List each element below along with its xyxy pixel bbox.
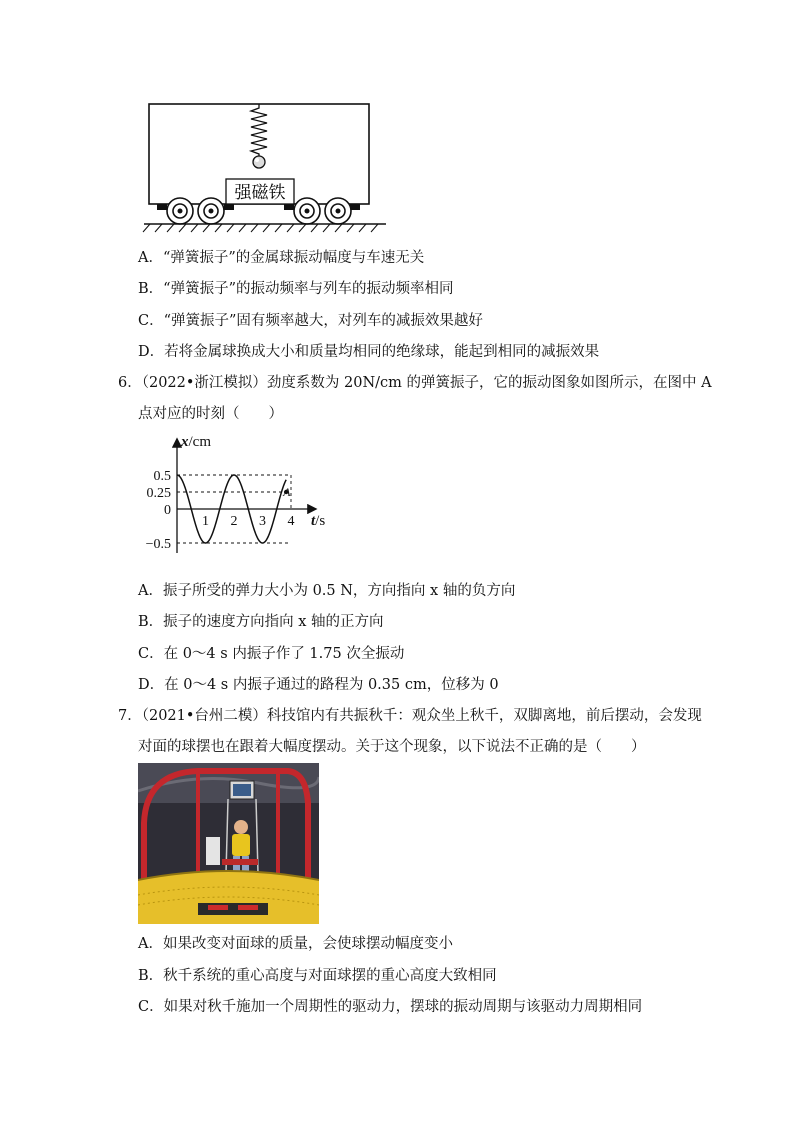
x-axis-label: t/s xyxy=(311,513,326,529)
x-tick-label-0: 1 xyxy=(202,514,209,529)
y-tick-label-1: 0.25 xyxy=(146,486,171,501)
q5-option-c: C．“弹簧振子”固有频率越大，对列车的减振效果越好 xyxy=(138,313,483,329)
x-tick-label-1: 2 xyxy=(230,514,238,529)
q6-stem-line1: 6．（2022•浙江模拟）劲度系数为 20N/cm 的弹簧振子，它的振动图象如图所示，在图中 A xyxy=(118,375,712,391)
q7-stem-line2: 对面的球摆也在跟着大幅度摆动。关于这个现象，以下说法不正确的是（ ） xyxy=(138,739,646,755)
x-tick-label-2: 3 xyxy=(259,514,266,529)
q6-option-b: B．振子的速度方向指向 x 轴的正方向 xyxy=(138,614,384,630)
resonance-swing-photo xyxy=(138,763,319,924)
point-a-label: A xyxy=(283,485,291,499)
q7-stem-line1: 7．（2021•台州二模）科技馆内有共振秋千：观众坐上秋千，双脚离地，前后摆动，会发现 xyxy=(118,708,702,724)
q5-option-a: A．“弹簧振子”的金属球振动幅度与车速无关 xyxy=(138,250,425,266)
y-tick-label-3: −0.5 xyxy=(145,537,171,552)
y-tick-label-0: 0.5 xyxy=(153,469,171,484)
y-tick-label-2: 0 xyxy=(164,503,171,518)
y-axis-label: x/cm xyxy=(181,434,211,450)
x-tick-label-3: 4 xyxy=(287,514,295,529)
metal-ball xyxy=(253,156,265,168)
q5-option-d: D．若将金属球换成大小和质量均相同的绝缘球，能起到相同的减振效果 xyxy=(138,344,600,360)
q7-option-c: C．如果对秋千施加一个周期性的驱动力，摆球的振动周期与该驱动力周期相同 xyxy=(138,999,643,1015)
q7-option-b: B．秋千系统的重心高度与对面球摆的重心高度大致相同 xyxy=(138,968,497,984)
q6-option-c: C．在 0～4 s 内振子作了 1.75 次全振动 xyxy=(138,646,405,662)
magnet-label: 强磁铁 xyxy=(234,183,286,203)
q6-stem-line2: 点对应的时刻（ ） xyxy=(138,406,283,422)
q6-option-a: A．振子所受的弹力大小为 0.5 N，方向指向 x 轴的负方向 xyxy=(138,583,516,599)
q7-option-a: A．如果改变对面球的质量，会使球摆动幅度变小 xyxy=(138,936,453,952)
q6-option-d: D．在 0～4 s 内振子通过的路程为 0.35 cm，位移为 0 xyxy=(138,677,499,693)
train-car-figure xyxy=(140,96,390,236)
q5-option-b: B．“弹簧振子”的振动频率与列车的振动频率相同 xyxy=(138,281,454,297)
spring xyxy=(251,104,267,156)
oscillation-graph xyxy=(140,430,340,570)
